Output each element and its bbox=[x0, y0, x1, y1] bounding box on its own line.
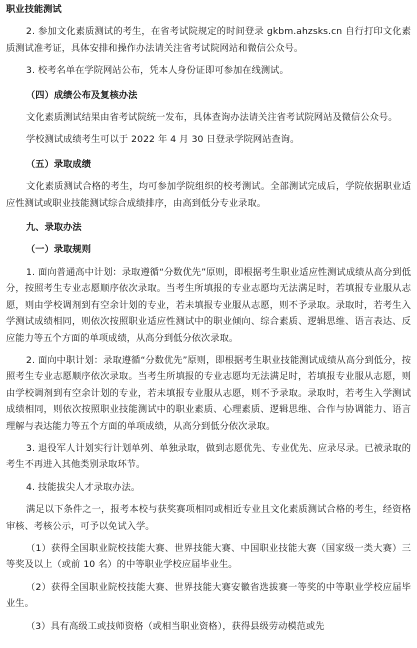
paragraph-rule-1: 1. 面向普通高中计划：录取遵循“分数优先”原则，即根据考生职业适应性测试成绩从高分到低分，按照考生专业志愿顺序依次录取。当考生所填报的专业志愿均无法满足时，若填报专业服从志愿，则由学校调剂到有空余计划的专业，若未填报专业服从志愿，则不予录取。录取时，若考生入学测试成绩相同，则依次按照职业适应性测试中的职业倾向、综合素质、逻辑思维、语言表达、反应能力等五个方面的单项成绩，从高分到低分依次录取。 bbox=[6, 266, 411, 344]
paragraph-condition-3: （3）具有高级工或技师资格（或相当职业资格），获得县级劳动模范或先 bbox=[26, 620, 325, 632]
paragraph-condition-1: （1）获得全国职业院校技能大赛、世界技能大赛、中国职业技能大赛（国家级一类大赛）三等奖及以上（或前 10 名）的中等职业学校应届毕业生。 bbox=[6, 542, 411, 571]
paragraph-rule-3: 3. 退役军人计划实行计划单列、单独录取，做到志愿优先、专业优先、应录尽录。已被录取的考生不再进入其他类别录取环节。 bbox=[6, 442, 411, 471]
paragraph-condition-2: （2）获得全国职业院校技能大赛、世界技能大赛安徽省选拔赛一等奖的中等职业学校应届毕业生。 bbox=[6, 581, 411, 610]
section-4-heading: （四）成绩公布及复核办法 bbox=[26, 89, 138, 101]
paragraph-login: 2. 参加文化素质测试的考生，在省考试院规定的时间登录 gkbm.ahzsks.cn 自行打印文化素质测试准考证，具体安排和操作办法请关注省考试院网站和微信公众号。 bbox=[6, 26, 411, 54]
paragraph-results: 文化素质测试结果由省考试院统一发布，具体查询办法请关注省考试院网站及微信公众号。 bbox=[26, 112, 398, 124]
paragraph-query: 学校测试成绩考生可以于 2022 年 4 月 30 日登录学院网站查询。 bbox=[26, 134, 300, 146]
paragraph-rule-2: 2. 面向中职计划：录取遵循“分数优先”原则，即根据考生职业技能测试成绩从高分到低分，按照考生专业志愿顺序依次录取。当考生所填报的专业志愿均无法满足时，若填报专业服从志愿，则由学校调剂到有空余计划的专业，若未填报专业服从志愿，则不予录取。录取时，若考生入学测试成绩相同，则依次按照职业技能测试中的职业素质、心理素质、逻辑思维、合作与协调能力、语言理解与表达能力等五个方面的单项成绩，从高分到低分依次录取。 bbox=[6, 354, 411, 432]
paragraph-admit-score: 文化素质测试合格的考生，均可参加学院组织的校考测试。全部测试完成后，学院依据职业适应性测试或职业技能测试综合成绩排序，由高到低分专业录取。 bbox=[6, 181, 411, 209]
paragraph-rule-4: 4. 技能拔尖人才录取办法。 bbox=[26, 481, 141, 493]
paragraph-rule-4-intro: 满足以下条件之一，报考本校与获奖赛项相同或相近专业且文化素质测试合格的考生，经资格审核、考核公示，可予以免试入学。 bbox=[6, 504, 411, 532]
section-5-heading: （五）录取成绩 bbox=[26, 158, 92, 170]
paragraph-list: 3. 校考名单在学院网站公布，凭本人身份证即可参加在线测试。 bbox=[26, 65, 289, 77]
chapter-9-heading: 九、录取办法 bbox=[26, 222, 82, 234]
rules-heading: （一）录取规则 bbox=[26, 244, 92, 256]
top-heading: 职业技能测试 bbox=[6, 4, 62, 15]
